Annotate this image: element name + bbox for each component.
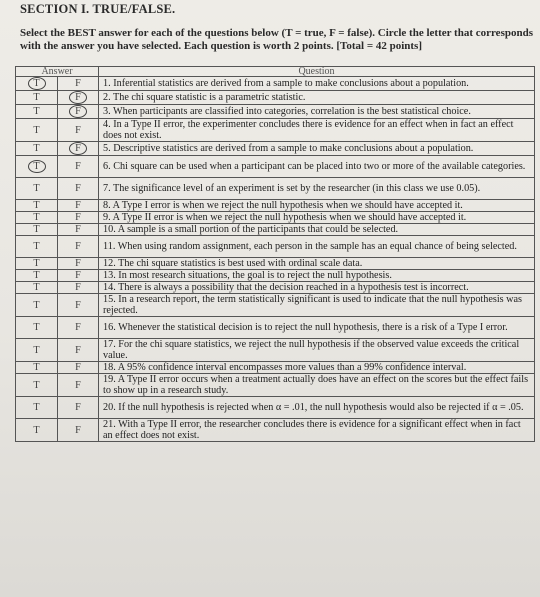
false-letter: F	[75, 78, 81, 89]
answer-true-option[interactable]	[16, 282, 58, 294]
false-letter: F	[75, 224, 81, 235]
table-row	[16, 178, 535, 200]
section-title: SECTION I. TRUE/FALSE.	[20, 2, 176, 16]
table-row	[16, 212, 535, 224]
false-letter: F	[75, 212, 81, 223]
false-letter: F	[75, 362, 81, 373]
table-row	[16, 200, 535, 212]
answer-true-option[interactable]	[16, 339, 58, 362]
question-text: 1. Inferential statistics are derived from a sample to make conclusions about a population.	[99, 77, 535, 91]
table-row	[16, 282, 535, 294]
question-text: 13. In most research situations, the goal is to reject the null hypothesis.	[99, 270, 535, 282]
table-row	[16, 419, 535, 442]
false-letter: F	[69, 105, 87, 118]
true-letter: T	[33, 183, 40, 194]
true-letter: T	[33, 344, 40, 356]
answer-false-option[interactable]	[58, 317, 99, 339]
true-letter: T	[33, 299, 40, 311]
false-letter: F	[75, 200, 81, 211]
answer-false-option[interactable]	[58, 258, 99, 270]
question-text: 5. Descriptive statistics are derived from a sample to make conclusions about a population.	[99, 142, 535, 156]
true-letter: T	[33, 362, 40, 373]
answer-true-option[interactable]	[16, 397, 58, 419]
answer-false-option[interactable]	[58, 156, 99, 178]
false-letter: F	[75, 161, 81, 172]
true-letter: T	[33, 143, 40, 154]
answer-false-option[interactable]	[58, 142, 99, 156]
answer-false-option[interactable]	[58, 212, 99, 224]
answer-true-option[interactable]	[16, 362, 58, 374]
question-text: 9. A Type II error is when we reject the null hypothesis when we should have accepted it.	[99, 212, 535, 224]
answer-false-option[interactable]	[58, 270, 99, 282]
question-text: 20. If the null hypothesis is rejected when α = .01, the null hypothesis would also be rejected if α = .05.	[99, 397, 535, 419]
instructions: Select the BEST answer for each of the questions below (T = true, F = false). Circle the letter that corresponds with the answer you have selected. Each question is worth 2 points. [Total = 42 points]	[20, 27, 533, 52]
answer-false-option[interactable]	[58, 282, 99, 294]
question-text: 15. In a research report, the term statistically significant is used to indicate that the null hypothesis was rejected.	[99, 294, 535, 317]
false-letter: F	[69, 142, 87, 155]
question-text: 17. For the chi square statistics, we reject the null hypothesis if the observed value exceeds the critical value.	[99, 339, 535, 362]
table-row	[16, 374, 535, 397]
true-letter: T	[33, 258, 40, 269]
answer-true-option[interactable]	[16, 317, 58, 339]
table-row	[16, 258, 535, 270]
answer-false-option[interactable]	[58, 200, 99, 212]
table-row	[16, 105, 535, 119]
answer-false-option[interactable]	[58, 339, 99, 362]
true-letter: T	[33, 106, 40, 117]
question-text: 8. A Type I error is when we reject the null hypothesis when we should have accepted it.	[99, 200, 535, 212]
question-text: 18. A 95% confidence interval encompasses more values than a 99% confidence interval.	[99, 362, 535, 374]
true-letter: T	[33, 224, 40, 235]
answer-true-option[interactable]	[16, 224, 58, 236]
false-letter: F	[69, 91, 87, 104]
answer-true-option[interactable]	[16, 77, 58, 91]
answer-header: Answer	[16, 67, 99, 77]
table-row	[16, 339, 535, 362]
table-row	[16, 317, 535, 339]
question-text: 4. In a Type II error, the experimenter concludes there is evidence for an effect when in fact an effect does not exist.	[99, 119, 535, 142]
answer-true-option[interactable]	[16, 294, 58, 317]
true-letter: T	[33, 270, 40, 281]
answer-true-option[interactable]	[16, 105, 58, 119]
answer-true-option[interactable]	[16, 212, 58, 224]
table-row	[16, 362, 535, 374]
question-text: 6. Chi square can be used when a participant can be placed into two or more of the available categories.	[99, 156, 535, 178]
question-header: Question	[99, 67, 535, 77]
answer-true-option[interactable]	[16, 258, 58, 270]
question-rows	[16, 77, 535, 442]
answer-true-option[interactable]	[16, 156, 58, 178]
table-row	[16, 224, 535, 236]
question-text: 7. The significance level of an experiment is set by the researcher (in this class we use 0.05).	[99, 178, 535, 200]
false-letter: F	[75, 424, 81, 436]
question-text: 19. A Type II error occurs when a treatment actually does have an effect on the scores but the effect fails to show up in a research study.	[99, 374, 535, 397]
table-row	[16, 119, 535, 142]
true-letter: T	[33, 424, 40, 436]
question-text: 14. There is always a possibility that the decision reached in a hypothesis test is incorrect.	[99, 282, 535, 294]
table-row	[16, 156, 535, 178]
true-letter: T	[28, 77, 46, 90]
false-letter: F	[75, 379, 81, 391]
table-row	[16, 397, 535, 419]
answer-false-option[interactable]	[58, 419, 99, 442]
false-letter: F	[75, 241, 81, 252]
false-letter: F	[75, 258, 81, 269]
answer-true-option[interactable]	[16, 236, 58, 258]
answer-false-option[interactable]	[58, 119, 99, 142]
table-row	[16, 294, 535, 317]
false-letter: F	[75, 183, 81, 194]
question-text: 21. With a Type II error, the researcher concludes there is evidence for a significant effect when in fact an effect does not exist.	[99, 419, 535, 442]
true-letter: T	[33, 402, 40, 413]
false-letter: F	[75, 322, 81, 333]
table-row	[16, 91, 535, 105]
true-letter: T	[33, 212, 40, 223]
true-letter: T	[33, 322, 40, 333]
table-row	[16, 236, 535, 258]
true-letter: T	[33, 241, 40, 252]
table-row	[16, 77, 535, 91]
true-letter: T	[33, 124, 40, 136]
question-text: 3. When participants are classified into categories, correlation is the best statistical choice.	[99, 105, 535, 119]
answer-true-option[interactable]	[16, 374, 58, 397]
answer-true-option[interactable]	[16, 200, 58, 212]
answer-false-option[interactable]	[58, 105, 99, 119]
false-letter: F	[75, 299, 81, 311]
question-text: 2. The chi square statistic is a parametric statistic.	[99, 91, 535, 105]
answer-false-option[interactable]	[58, 77, 99, 91]
table-row	[16, 142, 535, 156]
answer-true-option[interactable]	[16, 419, 58, 442]
true-false-table	[15, 66, 535, 442]
true-letter: T	[33, 200, 40, 211]
true-letter: T	[28, 160, 46, 173]
answer-false-option[interactable]	[58, 91, 99, 105]
question-text: 10. A sample is a small portion of the participants that could be selected.	[99, 224, 535, 236]
answer-false-option[interactable]	[58, 362, 99, 374]
false-letter: F	[75, 282, 81, 293]
answer-true-option[interactable]	[16, 270, 58, 282]
answer-false-option[interactable]	[58, 397, 99, 419]
false-letter: F	[75, 402, 81, 413]
table-row	[16, 270, 535, 282]
false-letter: F	[75, 270, 81, 281]
answer-false-option[interactable]	[58, 236, 99, 258]
question-text: 11. When using random assignment, each person in the sample has an equal chance of being selected.	[99, 236, 535, 258]
answer-false-option[interactable]	[58, 294, 99, 317]
false-letter: F	[75, 124, 81, 136]
answer-false-option[interactable]	[58, 178, 99, 200]
question-text: 12. The chi square statistics is best used with ordinal scale data.	[99, 258, 535, 270]
table-header-row	[16, 67, 535, 77]
true-letter: T	[33, 282, 40, 293]
answer-false-option[interactable]	[58, 224, 99, 236]
answer-true-option[interactable]	[16, 119, 58, 142]
true-letter: T	[33, 92, 40, 103]
true-letter: T	[33, 379, 40, 391]
answer-true-option[interactable]	[16, 91, 58, 105]
answer-false-option[interactable]	[58, 374, 99, 397]
answer-true-option[interactable]	[16, 142, 58, 156]
question-text: 16. Whenever the statistical decision is to reject the null hypothesis, there is a risk of a Type I error.	[99, 317, 535, 339]
answer-true-option[interactable]	[16, 178, 58, 200]
false-letter: F	[75, 344, 81, 356]
